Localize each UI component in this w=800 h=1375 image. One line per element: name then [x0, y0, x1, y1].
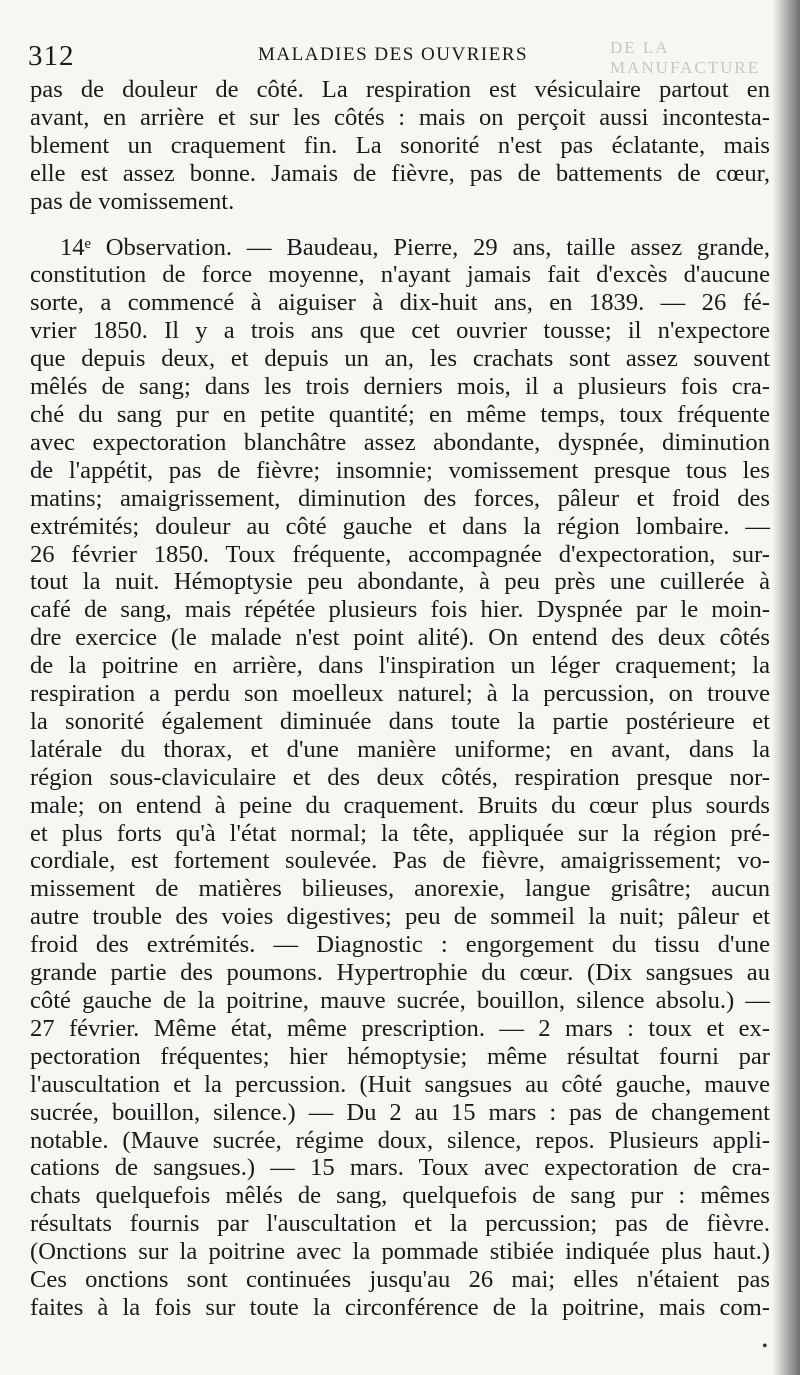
- text-line: cations de sangsues.) — 15 mars. Toux avec expectoration de cra-: [30, 1154, 770, 1182]
- text-line: mêlés de sang; dans les trois derniers mois, il a plusieurs fois cra-: [30, 373, 770, 401]
- text-line: sorte, a commencé à aiguiser à dix-huit ans, en 1839. — 26 fé-: [30, 289, 770, 317]
- text-line: autre trouble des voies digestives; peu de sommeil la nuit; pâleur et: [30, 903, 770, 931]
- text-line: 26 février 1850. Toux fréquente, accompagnée d'expectoration, sur-: [30, 540, 770, 568]
- bleed-through-text: DE LA MANUFACTURE: [610, 38, 761, 77]
- text-line: résultats fournis par l'auscultation et la percussion; pas de fièvre.: [30, 1210, 770, 1238]
- text-line: extrémités; douleur au côté gauche et dans la région lombaire. —: [30, 512, 770, 540]
- page-edge-shadow: [772, 0, 800, 1375]
- corner-mark: •: [762, 1338, 768, 1355]
- text-line: de la poitrine en arrière, dans l'inspiration un léger craquement; la: [30, 652, 770, 680]
- body-text: [30, 76, 770, 1322]
- text-line: missement de matières bilieuses, anorexie, langue grisâtre; aucun: [30, 875, 770, 903]
- text-line: pas de vomissement.: [30, 187, 235, 215]
- observation-heading-line: 14ᵉ Observation. — Baudeau, Pierre, 29 ans, taille assez grande,: [60, 233, 770, 261]
- text-line: café de sang, mais répétée plusieurs fois hier. Dyspnée par le moin-: [30, 596, 770, 624]
- text-line: dre exercice (le malade n'est point alité). On entend des deux côtés: [30, 624, 770, 652]
- text-line: male; on entend à peine du craquement. Bruits du cœur plus sourds: [30, 791, 770, 819]
- text-line: respiration a perdu son moelleux naturel; à la percussion, on trouve: [30, 680, 770, 708]
- text-line: ché du sang pur en petite quantité; en même temps, toux fréquente: [30, 400, 770, 428]
- text-line: avec expectoration blanchâtre assez abondante, dyspnée, diminution: [30, 428, 770, 456]
- text-line: que depuis deux, et depuis un an, les crachats sont assez souvent: [30, 345, 770, 373]
- text-line: pas de douleur de côté. La respiration est vésiculaire partout en: [30, 76, 770, 103]
- text-line: région sous-claviculaire et des deux côtés, respiration presque nor-: [30, 763, 770, 791]
- text-line: froid des extrémités. — Diagnostic : engorgement du tissu d'une: [30, 931, 770, 959]
- text-line: chats quelquefois mêlés de sang, quelquefois de sang pur : mêmes: [30, 1182, 770, 1210]
- text-line: pectoration fréquentes; hier hémoptysie; même résultat fourni par: [30, 1042, 770, 1070]
- text-line: l'auscultation et la percussion. (Huit sangsues au côté gauche, mauve: [30, 1070, 770, 1098]
- text-line: faites à la fois sur toute la circonférence de la poitrine, mais com-: [30, 1293, 770, 1321]
- text-line: la sonorité également diminuée dans toute la partie postérieure et: [30, 707, 770, 735]
- text-line: blement un craquement fin. La sonorité n'est pas éclatante, mais: [30, 131, 770, 159]
- page-number: 312: [28, 40, 75, 72]
- text-line: elle est assez bonne. Jamais de fièvre, pas de battements de cœur,: [30, 159, 770, 187]
- paragraph-gap: [30, 216, 770, 234]
- text-line: côté gauche de la poitrine, mauve sucrée, bouillon, silence absolu.) —: [30, 987, 770, 1014]
- running-title: MALADIES DES OUVRIERS: [258, 44, 529, 65]
- text-line: notable. (Mauve sucrée, régime doux, silence, repos. Plusieurs appli-: [30, 1126, 770, 1154]
- text-line: avant, en arrière et sur les côtés : mais on perçoit aussi incontesta-: [30, 103, 770, 131]
- text-line: de l'appétit, pas de fièvre; insomnie; vomissement presque tous les: [30, 456, 770, 484]
- text-line: matins; amaigrissement, diminution des forces, pâleur et froid des: [30, 484, 770, 512]
- text-line: 27 février. Même état, même prescription. — 2 mars : toux et ex-: [30, 1014, 770, 1042]
- text-line: sucrée, bouillon, silence.) — Du 2 au 15 mars : pas de changement: [30, 1098, 770, 1126]
- text-line: Ces onctions sont continuées jusqu'au 26 mai; elles n'étaient pas: [30, 1266, 770, 1294]
- text-line: grande partie des poumons. Hypertrophie du cœur. (Dix sangsues au: [30, 959, 770, 987]
- text-line: tout la nuit. Hémoptysie peu abondante, à peu près une cuillerée à: [30, 568, 770, 596]
- text-line: latérale du thorax, et d'une manière uniforme; en avant, dans la: [30, 735, 770, 763]
- text-line: constitution de force moyenne, n'ayant jamais fait d'excès d'aucune: [30, 261, 770, 289]
- text-line: cordiale, est fortement soulevée. Pas de fièvre, amaigrissement; vo-: [30, 847, 770, 875]
- text-line: (Onctions sur la poitrine avec la pommade stibiée indiquée plus haut.): [30, 1238, 770, 1266]
- text-line: et plus forts qu'à l'état normal; la tête, appliquée sur la région pré-: [30, 819, 770, 847]
- text-line: vrier 1850. Il y a trois ans que cet ouvrier tousse; il n'expectore: [30, 317, 770, 345]
